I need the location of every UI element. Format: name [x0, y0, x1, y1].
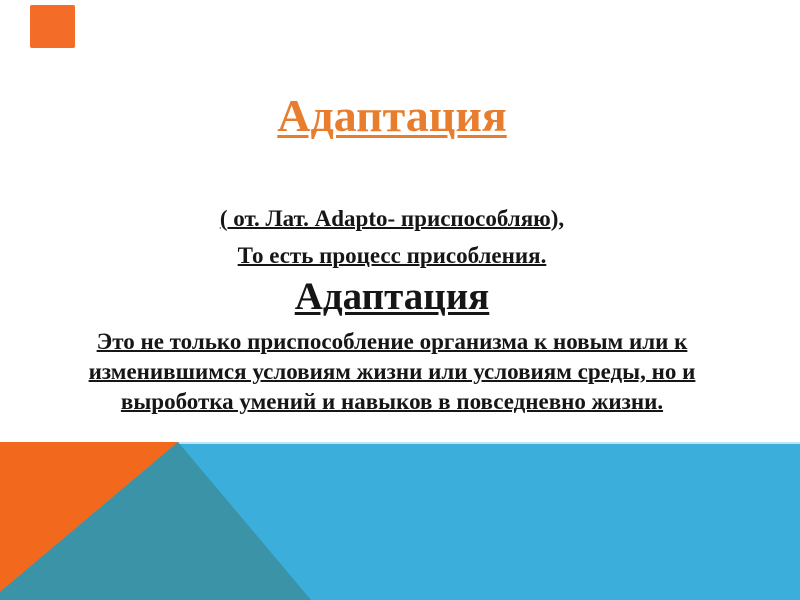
body-paragraph: [52, 327, 732, 417]
slide-accent-square: [30, 5, 75, 48]
body-line-3: выроботка умений и навыков в повседневно жизни.: [120, 389, 664, 414]
bottom-decoration-band: [0, 442, 800, 600]
section-heading: Адаптация: [294, 275, 490, 318]
body-line-1: Это не только приспособление организма к новым или к: [96, 329, 688, 354]
geometric-shapes-graphic: [0, 442, 800, 600]
subtitle-line-2: То есть процесс присобления.: [237, 243, 547, 268]
body-line-2: изменившимся условиям жизни или условиям среды, но и: [88, 359, 696, 384]
slide-title: Адаптация: [277, 90, 507, 141]
subtitle-line-1: ( от. Лат. Adapto- приспособляю),: [219, 206, 565, 231]
